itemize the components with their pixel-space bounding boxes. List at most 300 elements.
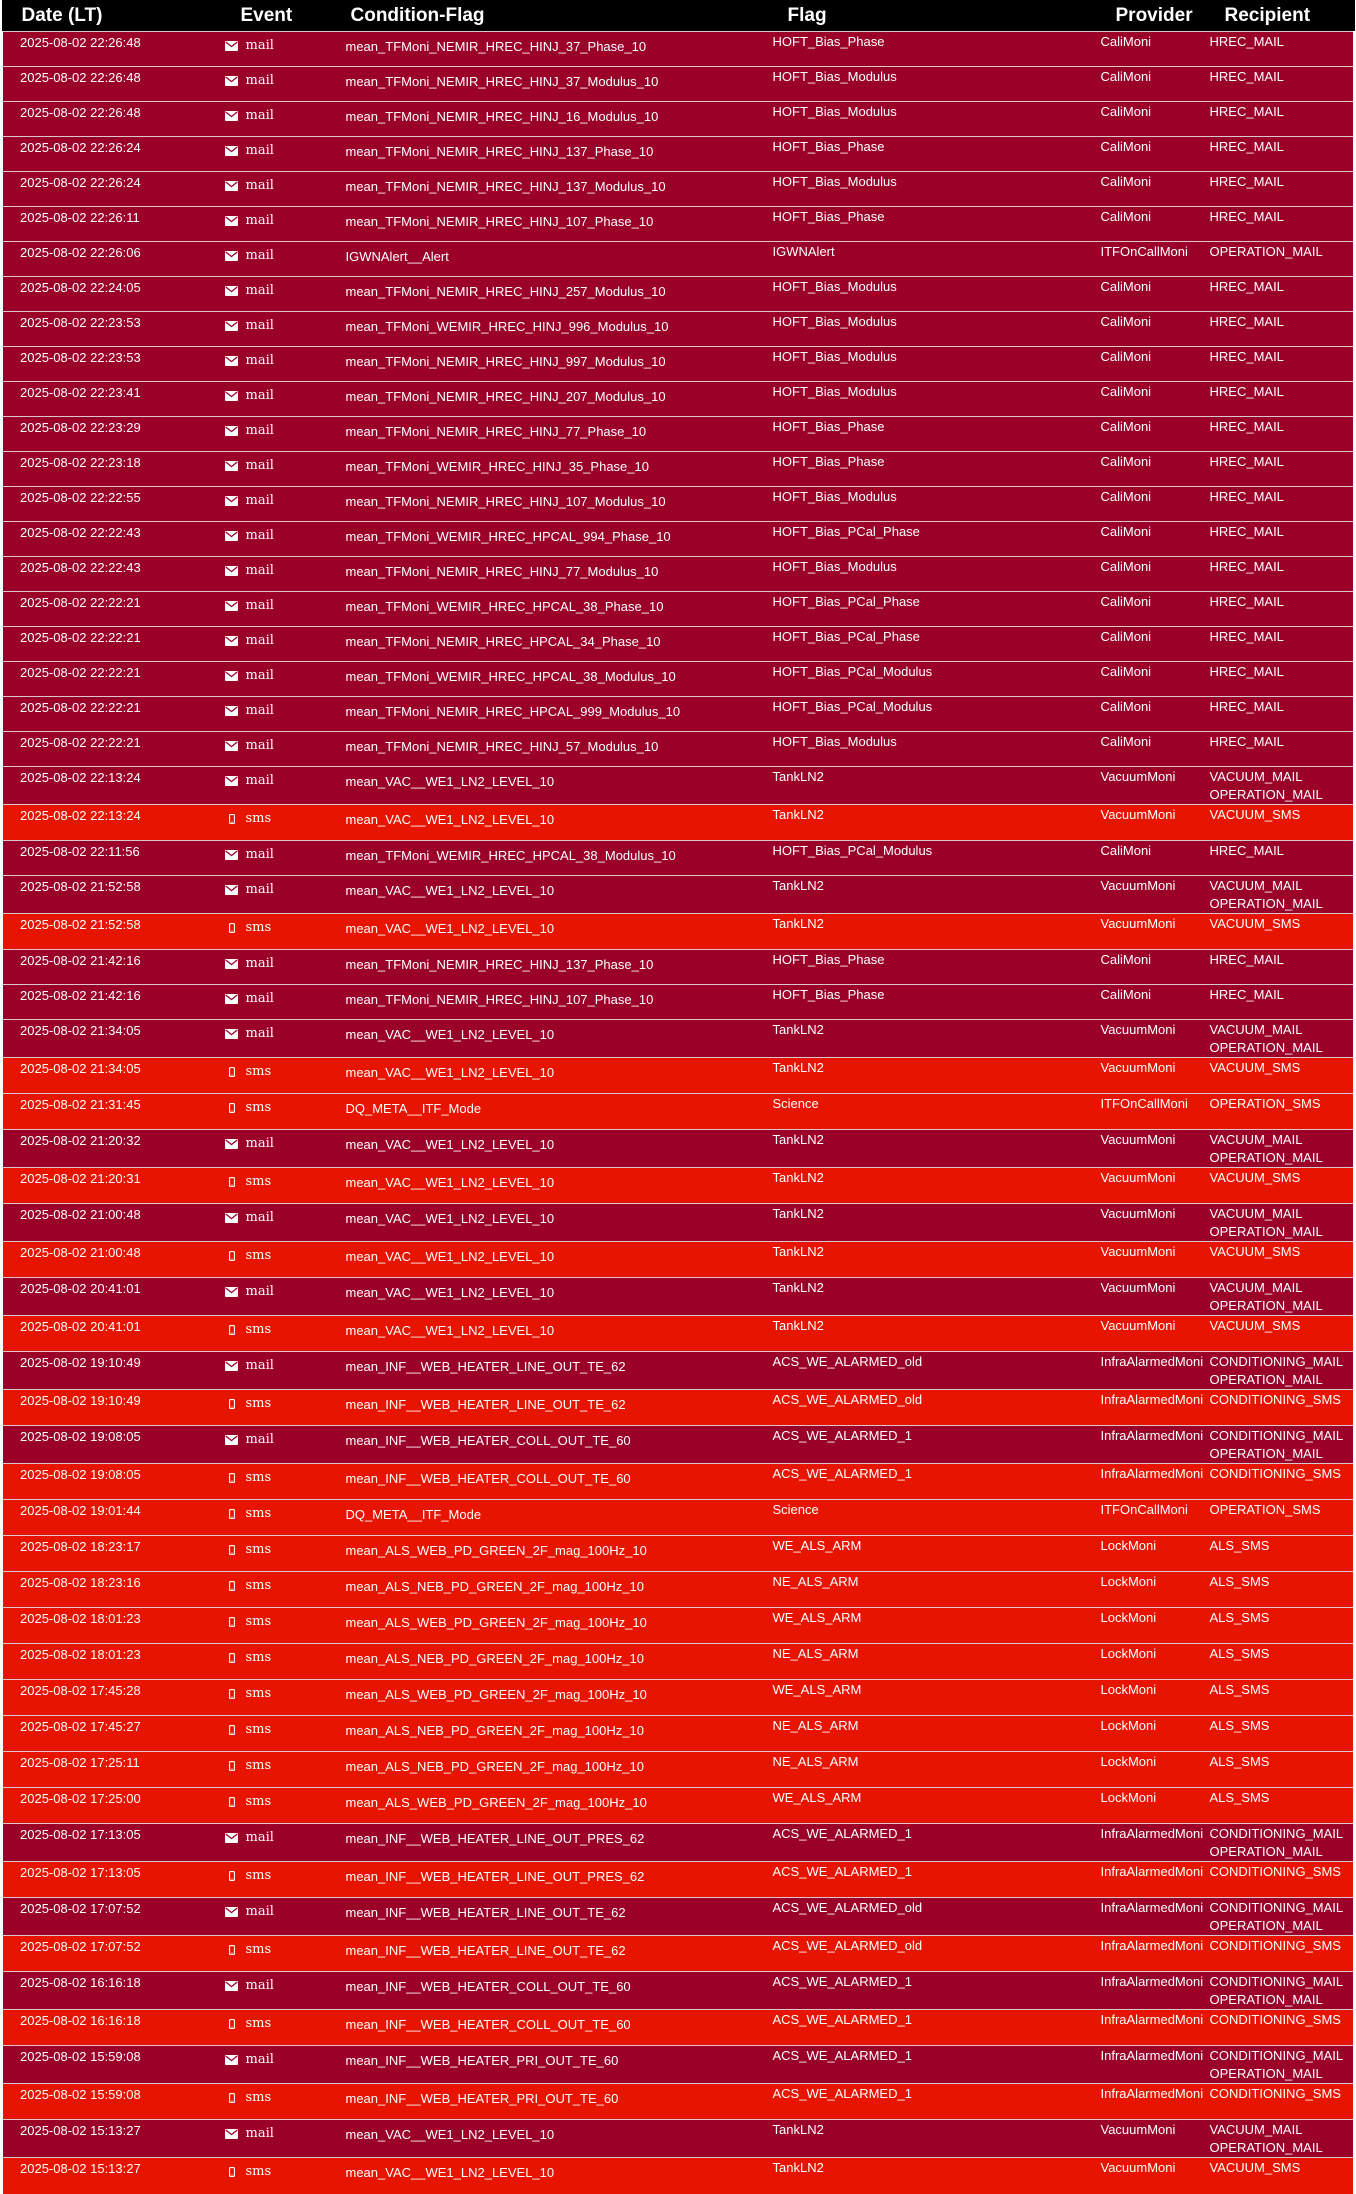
- flag-cell: TankLN2: [768, 876, 1096, 914]
- table-row[interactable]: [2, 1824, 1355, 1862]
- recipient-item: OPERATION_MAIL: [1209, 2140, 1323, 2155]
- provider-cell: VacuumMoni: [1096, 914, 1205, 950]
- table-row[interactable]: [2, 417, 1355, 452]
- table-row[interactable]: [2, 1130, 1355, 1168]
- date-cell: 2025-08-02 22:22:43: [2, 557, 221, 592]
- event-label: sms: [245, 1942, 272, 1957]
- date-cell: 2025-08-02 17:45:28: [2, 1680, 221, 1716]
- event-cell: [221, 1058, 331, 1094]
- event-label: mail: [245, 493, 274, 508]
- recipient-item: VACUUM_SMS: [1209, 807, 1301, 822]
- event-label: sms: [245, 1542, 272, 1557]
- header-date[interactable]: Date (LT): [2, 0, 221, 32]
- flag-cell: HOFT_Bias_Modulus: [768, 277, 1096, 312]
- recipient-item: VACUUM_SMS: [1209, 1170, 1301, 1185]
- flag-cell: TankLN2: [768, 1130, 1096, 1168]
- envelope-icon: [225, 1976, 239, 1994]
- flag-cell: WE_ALS_ARM: [768, 1788, 1096, 1824]
- event-label: mail: [245, 956, 274, 971]
- table-row[interactable]: [2, 32, 1355, 67]
- table-row[interactable]: [2, 767, 1355, 805]
- envelope-icon: [225, 666, 239, 684]
- recipient-item: CONDITIONING_MAIL: [1209, 1826, 1344, 1841]
- table-row[interactable]: [2, 1352, 1355, 1390]
- flag-cell: TankLN2: [768, 914, 1096, 950]
- date-cell: 2025-08-02 22:26:48: [2, 67, 221, 102]
- event-cell: [221, 277, 331, 312]
- flag-cell: ACS_WE_ALARMED_old: [768, 1898, 1096, 1936]
- table-row[interactable]: [2, 452, 1355, 487]
- recipient-cell: [1205, 1572, 1355, 1608]
- event-cell: [221, 2046, 331, 2084]
- table-row[interactable]: [2, 1020, 1355, 1058]
- condition-flag-cell: mean_TFMoni_NEMIR_HREC_HPCAL_34_Phase_10: [331, 627, 768, 662]
- table-row[interactable]: [2, 487, 1355, 522]
- date-cell: 2025-08-02 22:22:21: [2, 732, 221, 767]
- recipient-item: HREC_MAIL: [1209, 524, 1284, 539]
- mobile-phone-icon: [225, 1866, 239, 1884]
- event-cell: [221, 1242, 331, 1278]
- event-cell: [221, 985, 331, 1020]
- event-cell: [221, 1094, 331, 1130]
- mobile-phone-icon: [225, 1576, 239, 1594]
- flag-cell: TankLN2: [768, 2158, 1096, 2194]
- flag-cell: HOFT_Bias_Phase: [768, 950, 1096, 985]
- condition-flag-cell: mean_TFMoni_WEMIR_HREC_HINJ_996_Modulus_10: [331, 312, 768, 347]
- recipient-item: OPERATION_MAIL: [1209, 2066, 1323, 2081]
- condition-flag-cell: mean_ALS_NEB_PD_GREEN_2F_mag_100Hz_10: [331, 1572, 768, 1608]
- recipient-item: HREC_MAIL: [1209, 419, 1284, 434]
- date-cell: 2025-08-02 22:11:56: [2, 841, 221, 876]
- recipient-cell: [1205, 137, 1355, 172]
- header-event[interactable]: Event: [221, 0, 331, 32]
- table-row[interactable]: [2, 1278, 1355, 1316]
- flag-cell: ACS_WE_ALARMED_old: [768, 1352, 1096, 1390]
- table-row[interactable]: [2, 312, 1355, 347]
- recipient-item: HREC_MAIL: [1209, 489, 1284, 504]
- recipient-cell: [1205, 1500, 1355, 1536]
- date-cell: 2025-08-02 22:22:21: [2, 592, 221, 627]
- envelope-icon: [225, 845, 239, 863]
- table-row[interactable]: [2, 1972, 1355, 2010]
- recipient-cell: [1205, 1464, 1355, 1500]
- mobile-phone-icon: [225, 1246, 239, 1264]
- envelope-icon: [225, 954, 239, 972]
- event-label: sms: [245, 1064, 272, 1079]
- mobile-phone-icon: [225, 1540, 239, 1558]
- date-cell: 2025-08-02 22:26:24: [2, 172, 221, 207]
- event-cell: [221, 172, 331, 207]
- recipient-cell: [1205, 985, 1355, 1020]
- recipient-item: CONDITIONING_MAIL: [1209, 1428, 1344, 1443]
- mobile-phone-icon: [225, 1648, 239, 1666]
- provider-cell: CaliMoni: [1096, 557, 1205, 592]
- provider-cell: CaliMoni: [1096, 841, 1205, 876]
- date-cell: 2025-08-02 22:26:11: [2, 207, 221, 242]
- condition-flag-cell: mean_TFMoni_NEMIR_HREC_HINJ_207_Modulus_10: [331, 382, 768, 417]
- flag-cell: IGWNAlert: [768, 242, 1096, 277]
- table-row[interactable]: [2, 1242, 1355, 1278]
- recipient-cell: [1205, 102, 1355, 137]
- recipient-item: VACUUM_SMS: [1209, 2160, 1301, 2175]
- provider-cell: ITFOnCallMoni: [1096, 1500, 1205, 1536]
- table-row[interactable]: [2, 347, 1355, 382]
- table-row[interactable]: [2, 732, 1355, 767]
- recipient-item: HREC_MAIL: [1209, 349, 1284, 364]
- recipient-cell: [1205, 2158, 1355, 2194]
- recipient-cell: [1205, 1680, 1355, 1716]
- table-row[interactable]: [2, 1058, 1355, 1094]
- event-label: mail: [245, 423, 274, 438]
- mobile-phone-icon: [225, 1612, 239, 1630]
- recipient-cell: [1205, 767, 1355, 805]
- event-label: mail: [245, 213, 274, 228]
- event-cell: [221, 312, 331, 347]
- provider-cell: InfraAlarmedMoni: [1096, 2084, 1205, 2120]
- date-cell: 2025-08-02 22:23:29: [2, 417, 221, 452]
- recipient-item: OPERATION_SMS: [1209, 1096, 1321, 1111]
- recipient-item: OPERATION_MAIL: [1209, 896, 1323, 911]
- table-row[interactable]: [2, 1464, 1355, 1500]
- table-row[interactable]: [2, 1680, 1355, 1716]
- recipient-item: CONDITIONING_MAIL: [1209, 2048, 1344, 2063]
- date-cell: 2025-08-02 21:42:16: [2, 985, 221, 1020]
- provider-cell: InfraAlarmedMoni: [1096, 1972, 1205, 2010]
- envelope-icon: [225, 1134, 239, 1152]
- flag-cell: HOFT_Bias_Modulus: [768, 102, 1096, 137]
- table-row[interactable]: [2, 662, 1355, 697]
- recipient-cell: [1205, 1824, 1355, 1862]
- event-label: mail: [245, 1358, 274, 1373]
- table-row[interactable]: [2, 67, 1355, 102]
- envelope-icon: [225, 526, 239, 544]
- date-cell: 2025-08-02 17:13:05: [2, 1824, 221, 1862]
- table-row[interactable]: [2, 1536, 1355, 1572]
- recipient-item: HREC_MAIL: [1209, 629, 1284, 644]
- flag-cell: HOFT_Bias_Phase: [768, 32, 1096, 67]
- event-cell: [221, 1536, 331, 1572]
- recipient-item: VACUUM_SMS: [1209, 1318, 1301, 1333]
- recipient-cell: [1205, 662, 1355, 697]
- recipient-cell: [1205, 732, 1355, 767]
- table-row[interactable]: [2, 1316, 1355, 1352]
- provider-cell: InfraAlarmedMoni: [1096, 1936, 1205, 1972]
- event-cell: [221, 1716, 331, 1752]
- recipient-item: HREC_MAIL: [1209, 69, 1284, 84]
- event-cell: [221, 1316, 331, 1352]
- envelope-icon: [225, 1430, 239, 1448]
- table-row[interactable]: [2, 1936, 1355, 1972]
- event-cell: [221, 382, 331, 417]
- table-row[interactable]: [2, 697, 1355, 732]
- event-cell: [221, 2120, 331, 2158]
- table-row[interactable]: [2, 557, 1355, 592]
- recipient-cell: [1205, 1204, 1355, 1242]
- recipient-item: OPERATION_MAIL: [1209, 1040, 1323, 1055]
- event-cell: [221, 1752, 331, 1788]
- header-provider[interactable]: Provider: [1096, 0, 1205, 32]
- date-cell: 2025-08-02 21:20:31: [2, 1168, 221, 1204]
- date-cell: 2025-08-02 19:08:05: [2, 1464, 221, 1500]
- table-row[interactable]: [2, 2120, 1355, 2158]
- provider-cell: InfraAlarmedMoni: [1096, 2046, 1205, 2084]
- provider-cell: VacuumMoni: [1096, 1242, 1205, 1278]
- table-row[interactable]: [2, 137, 1355, 172]
- event-label: sms: [245, 1868, 272, 1883]
- recipient-cell: [1205, 1390, 1355, 1426]
- date-cell: 2025-08-02 19:10:49: [2, 1390, 221, 1426]
- event-label: sms: [245, 1758, 272, 1773]
- event-cell: [221, 137, 331, 172]
- envelope-icon: [225, 351, 239, 369]
- provider-cell: CaliMoni: [1096, 985, 1205, 1020]
- table-row[interactable]: [2, 950, 1355, 985]
- event-label: sms: [245, 1794, 272, 1809]
- event-cell: [221, 1390, 331, 1426]
- provider-cell: VacuumMoni: [1096, 1168, 1205, 1204]
- event-cell: [221, 487, 331, 522]
- flag-cell: ACS_WE_ALARMED_1: [768, 1824, 1096, 1862]
- condition-flag-cell: mean_TFMoni_NEMIR_HREC_HPCAL_999_Modulus_10: [331, 697, 768, 732]
- mobile-phone-icon: [225, 1504, 239, 1522]
- flag-cell: Science: [768, 1094, 1096, 1130]
- event-label: mail: [245, 1210, 274, 1225]
- provider-cell: CaliMoni: [1096, 312, 1205, 347]
- condition-flag-cell: mean_INF__WEB_HEATER_PRI_OUT_TE_60: [331, 2084, 768, 2120]
- flag-cell: NE_ALS_ARM: [768, 1572, 1096, 1608]
- provider-cell: CaliMoni: [1096, 452, 1205, 487]
- condition-flag-cell: mean_TFMoni_NEMIR_HREC_HINJ_107_Modulus_10: [331, 487, 768, 522]
- date-cell: 2025-08-02 19:01:44: [2, 1500, 221, 1536]
- event-label: sms: [245, 2090, 272, 2105]
- date-cell: 2025-08-02 21:42:16: [2, 950, 221, 985]
- date-cell: 2025-08-02 16:16:18: [2, 1972, 221, 2010]
- event-cell: [221, 1572, 331, 1608]
- table-row[interactable]: [2, 592, 1355, 627]
- flag-cell: NE_ALS_ARM: [768, 1752, 1096, 1788]
- event-label: mail: [245, 882, 274, 897]
- recipient-item: VACUUM_MAIL: [1209, 769, 1303, 784]
- flag-cell: ACS_WE_ALARMED_old: [768, 1390, 1096, 1426]
- recipient-cell: [1205, 697, 1355, 732]
- event-label: sms: [245, 1614, 272, 1629]
- event-label: mail: [245, 1432, 274, 1447]
- condition-flag-cell: mean_INF__WEB_HEATER_LINE_OUT_PRES_62: [331, 1862, 768, 1898]
- recipient-cell: [1205, 592, 1355, 627]
- flag-cell: HOFT_Bias_Modulus: [768, 172, 1096, 207]
- table-row[interactable]: [2, 1752, 1355, 1788]
- flag-cell: HOFT_Bias_Phase: [768, 137, 1096, 172]
- provider-cell: CaliMoni: [1096, 172, 1205, 207]
- flag-cell: TankLN2: [768, 767, 1096, 805]
- envelope-icon: [225, 176, 239, 194]
- event-cell: [221, 452, 331, 487]
- header-flag[interactable]: Flag: [768, 0, 1096, 32]
- event-cell: [221, 627, 331, 662]
- recipient-item: ALS_SMS: [1209, 1754, 1270, 1769]
- table-row[interactable]: [2, 1608, 1355, 1644]
- event-cell: [221, 417, 331, 452]
- recipient-item: VACUUM_SMS: [1209, 1244, 1301, 1259]
- table-row[interactable]: [2, 805, 1355, 841]
- condition-flag-cell: mean_INF__WEB_HEATER_COLL_OUT_TE_60: [331, 2010, 768, 2046]
- table-row[interactable]: [2, 522, 1355, 557]
- event-cell: [221, 347, 331, 382]
- envelope-icon: [225, 141, 239, 159]
- table-row[interactable]: [2, 2046, 1355, 2084]
- table-row[interactable]: [2, 102, 1355, 137]
- provider-cell: CaliMoni: [1096, 697, 1205, 732]
- recipient-cell: [1205, 1278, 1355, 1316]
- table-row[interactable]: [2, 1426, 1355, 1464]
- event-label: sms: [245, 1174, 272, 1189]
- flag-cell: HOFT_Bias_Modulus: [768, 67, 1096, 102]
- condition-flag-cell: mean_INF__WEB_HEATER_LINE_OUT_TE_62: [331, 1352, 768, 1390]
- recipient-item: OPERATION_MAIL: [1209, 1446, 1323, 1461]
- condition-flag-cell: mean_INF__WEB_HEATER_COLL_OUT_TE_60: [331, 1426, 768, 1464]
- table-row[interactable]: [2, 1572, 1355, 1608]
- flag-cell: Science: [768, 1500, 1096, 1536]
- flag-cell: HOFT_Bias_Modulus: [768, 382, 1096, 417]
- recipient-item: OPERATION_MAIL: [1209, 1298, 1323, 1313]
- condition-flag-cell: mean_TFMoni_NEMIR_HREC_HINJ_57_Modulus_10: [331, 732, 768, 767]
- flag-cell: HOFT_Bias_PCal_Modulus: [768, 662, 1096, 697]
- table-row[interactable]: [2, 1094, 1355, 1130]
- condition-flag-cell: mean_ALS_WEB_PD_GREEN_2F_mag_100Hz_10: [331, 1788, 768, 1824]
- event-cell: [221, 1204, 331, 1242]
- provider-cell: InfraAlarmedMoni: [1096, 2010, 1205, 2046]
- date-cell: 2025-08-02 17:45:27: [2, 1716, 221, 1752]
- provider-cell: LockMoni: [1096, 1788, 1205, 1824]
- flag-cell: WE_ALS_ARM: [768, 1536, 1096, 1572]
- table-row[interactable]: [2, 1168, 1355, 1204]
- envelope-icon: [225, 736, 239, 754]
- flag-cell: HOFT_Bias_PCal_Phase: [768, 627, 1096, 662]
- date-cell: 2025-08-02 22:13:24: [2, 805, 221, 841]
- recipient-cell: [1205, 557, 1355, 592]
- date-cell: 2025-08-02 17:25:11: [2, 1752, 221, 1788]
- event-label: mail: [245, 38, 274, 53]
- envelope-icon: [225, 1828, 239, 1846]
- table-row[interactable]: [2, 876, 1355, 914]
- provider-cell: LockMoni: [1096, 1608, 1205, 1644]
- envelope-icon: [225, 491, 239, 509]
- envelope-icon: [225, 1282, 239, 1300]
- condition-flag-cell: mean_TFMoni_NEMIR_HREC_HINJ_77_Phase_10: [331, 417, 768, 452]
- recipient-item: HREC_MAIL: [1209, 174, 1284, 189]
- condition-flag-cell: mean_INF__WEB_HEATER_COLL_OUT_TE_60: [331, 1464, 768, 1500]
- recipient-item: OPERATION_SMS: [1209, 1502, 1321, 1517]
- flag-cell: HOFT_Bias_PCal_Modulus: [768, 841, 1096, 876]
- event-label: mail: [245, 2052, 274, 2067]
- recipient-cell: [1205, 347, 1355, 382]
- provider-cell: VacuumMoni: [1096, 1020, 1205, 1058]
- table-row[interactable]: [2, 2010, 1355, 2046]
- table-row[interactable]: [2, 627, 1355, 662]
- recipient-item: CONDITIONING_SMS: [1209, 1938, 1341, 1953]
- recipient-cell: [1205, 2084, 1355, 2120]
- event-label: mail: [245, 143, 274, 158]
- condition-flag-cell: DQ_META__ITF_Mode: [331, 1500, 768, 1536]
- table-row[interactable]: [2, 172, 1355, 207]
- table-row[interactable]: [2, 382, 1355, 417]
- mobile-phone-icon: [225, 1320, 239, 1338]
- event-cell: [221, 1168, 331, 1204]
- table-row[interactable]: [2, 207, 1355, 242]
- mobile-phone-icon: [225, 2014, 239, 2032]
- event-cell: [221, 1972, 331, 2010]
- condition-flag-cell: mean_VAC__WE1_LN2_LEVEL_10: [331, 1316, 768, 1352]
- table-row[interactable]: [2, 914, 1355, 950]
- table-row[interactable]: [2, 2084, 1355, 2120]
- header-recipient[interactable]: Recipient: [1205, 0, 1355, 32]
- flag-cell: HOFT_Bias_PCal_Phase: [768, 522, 1096, 557]
- flag-cell: ACS_WE_ALARMED_1: [768, 2010, 1096, 2046]
- table-row[interactable]: [2, 277, 1355, 312]
- condition-flag-cell: mean_TFMoni_WEMIR_HREC_HPCAL_38_Phase_10: [331, 592, 768, 627]
- table-row[interactable]: [2, 1788, 1355, 1824]
- envelope-icon: [225, 1024, 239, 1042]
- provider-cell: VacuumMoni: [1096, 2120, 1205, 2158]
- table-row[interactable]: [2, 1204, 1355, 1242]
- provider-cell: CaliMoni: [1096, 67, 1205, 102]
- provider-cell: LockMoni: [1096, 1716, 1205, 1752]
- table-row[interactable]: [2, 2158, 1355, 2194]
- table-row[interactable]: [2, 1500, 1355, 1536]
- event-cell: [221, 950, 331, 985]
- mobile-phone-icon: [225, 1792, 239, 1810]
- condition-flag-cell: mean_VAC__WE1_LN2_LEVEL_10: [331, 1020, 768, 1058]
- recipient-cell: [1205, 312, 1355, 347]
- provider-cell: CaliMoni: [1096, 137, 1205, 172]
- condition-flag-cell: mean_ALS_WEB_PD_GREEN_2F_mag_100Hz_10: [331, 1608, 768, 1644]
- provider-cell: CaliMoni: [1096, 662, 1205, 697]
- date-cell: 2025-08-02 22:26:48: [2, 102, 221, 137]
- table-row[interactable]: [2, 1862, 1355, 1898]
- provider-cell: InfraAlarmedMoni: [1096, 1464, 1205, 1500]
- recipient-cell: [1205, 805, 1355, 841]
- flag-cell: ACS_WE_ALARMED_1: [768, 2084, 1096, 2120]
- condition-flag-cell: mean_INF__WEB_HEATER_LINE_OUT_TE_62: [331, 1936, 768, 1972]
- table-row[interactable]: [2, 985, 1355, 1020]
- recipient-item: CONDITIONING_MAIL: [1209, 1354, 1344, 1369]
- event-label: mail: [245, 108, 274, 123]
- envelope-icon: [225, 316, 239, 334]
- flag-cell: ACS_WE_ALARMED_1: [768, 1426, 1096, 1464]
- provider-cell: ITFOnCallMoni: [1096, 1094, 1205, 1130]
- table-row[interactable]: [2, 841, 1355, 876]
- recipient-item: HREC_MAIL: [1209, 952, 1284, 967]
- envelope-icon: [225, 211, 239, 229]
- table-row[interactable]: [2, 1898, 1355, 1936]
- table-row[interactable]: [2, 1644, 1355, 1680]
- provider-cell: InfraAlarmedMoni: [1096, 1352, 1205, 1390]
- header-condition-flag[interactable]: Condition-Flag: [331, 0, 768, 32]
- table-row[interactable]: [2, 1716, 1355, 1752]
- provider-cell: InfraAlarmedMoni: [1096, 1390, 1205, 1426]
- event-label: mail: [245, 847, 274, 862]
- flag-cell: ACS_WE_ALARMED_1: [768, 1464, 1096, 1500]
- recipient-cell: [1205, 32, 1355, 67]
- recipient-cell: [1205, 1644, 1355, 1680]
- table-row[interactable]: [2, 242, 1355, 277]
- envelope-icon: [225, 36, 239, 54]
- event-label: sms: [245, 811, 272, 826]
- recipient-item: HREC_MAIL: [1209, 734, 1284, 749]
- table-row[interactable]: [2, 1390, 1355, 1426]
- event-label: sms: [245, 1650, 272, 1665]
- flag-cell: HOFT_Bias_Modulus: [768, 312, 1096, 347]
